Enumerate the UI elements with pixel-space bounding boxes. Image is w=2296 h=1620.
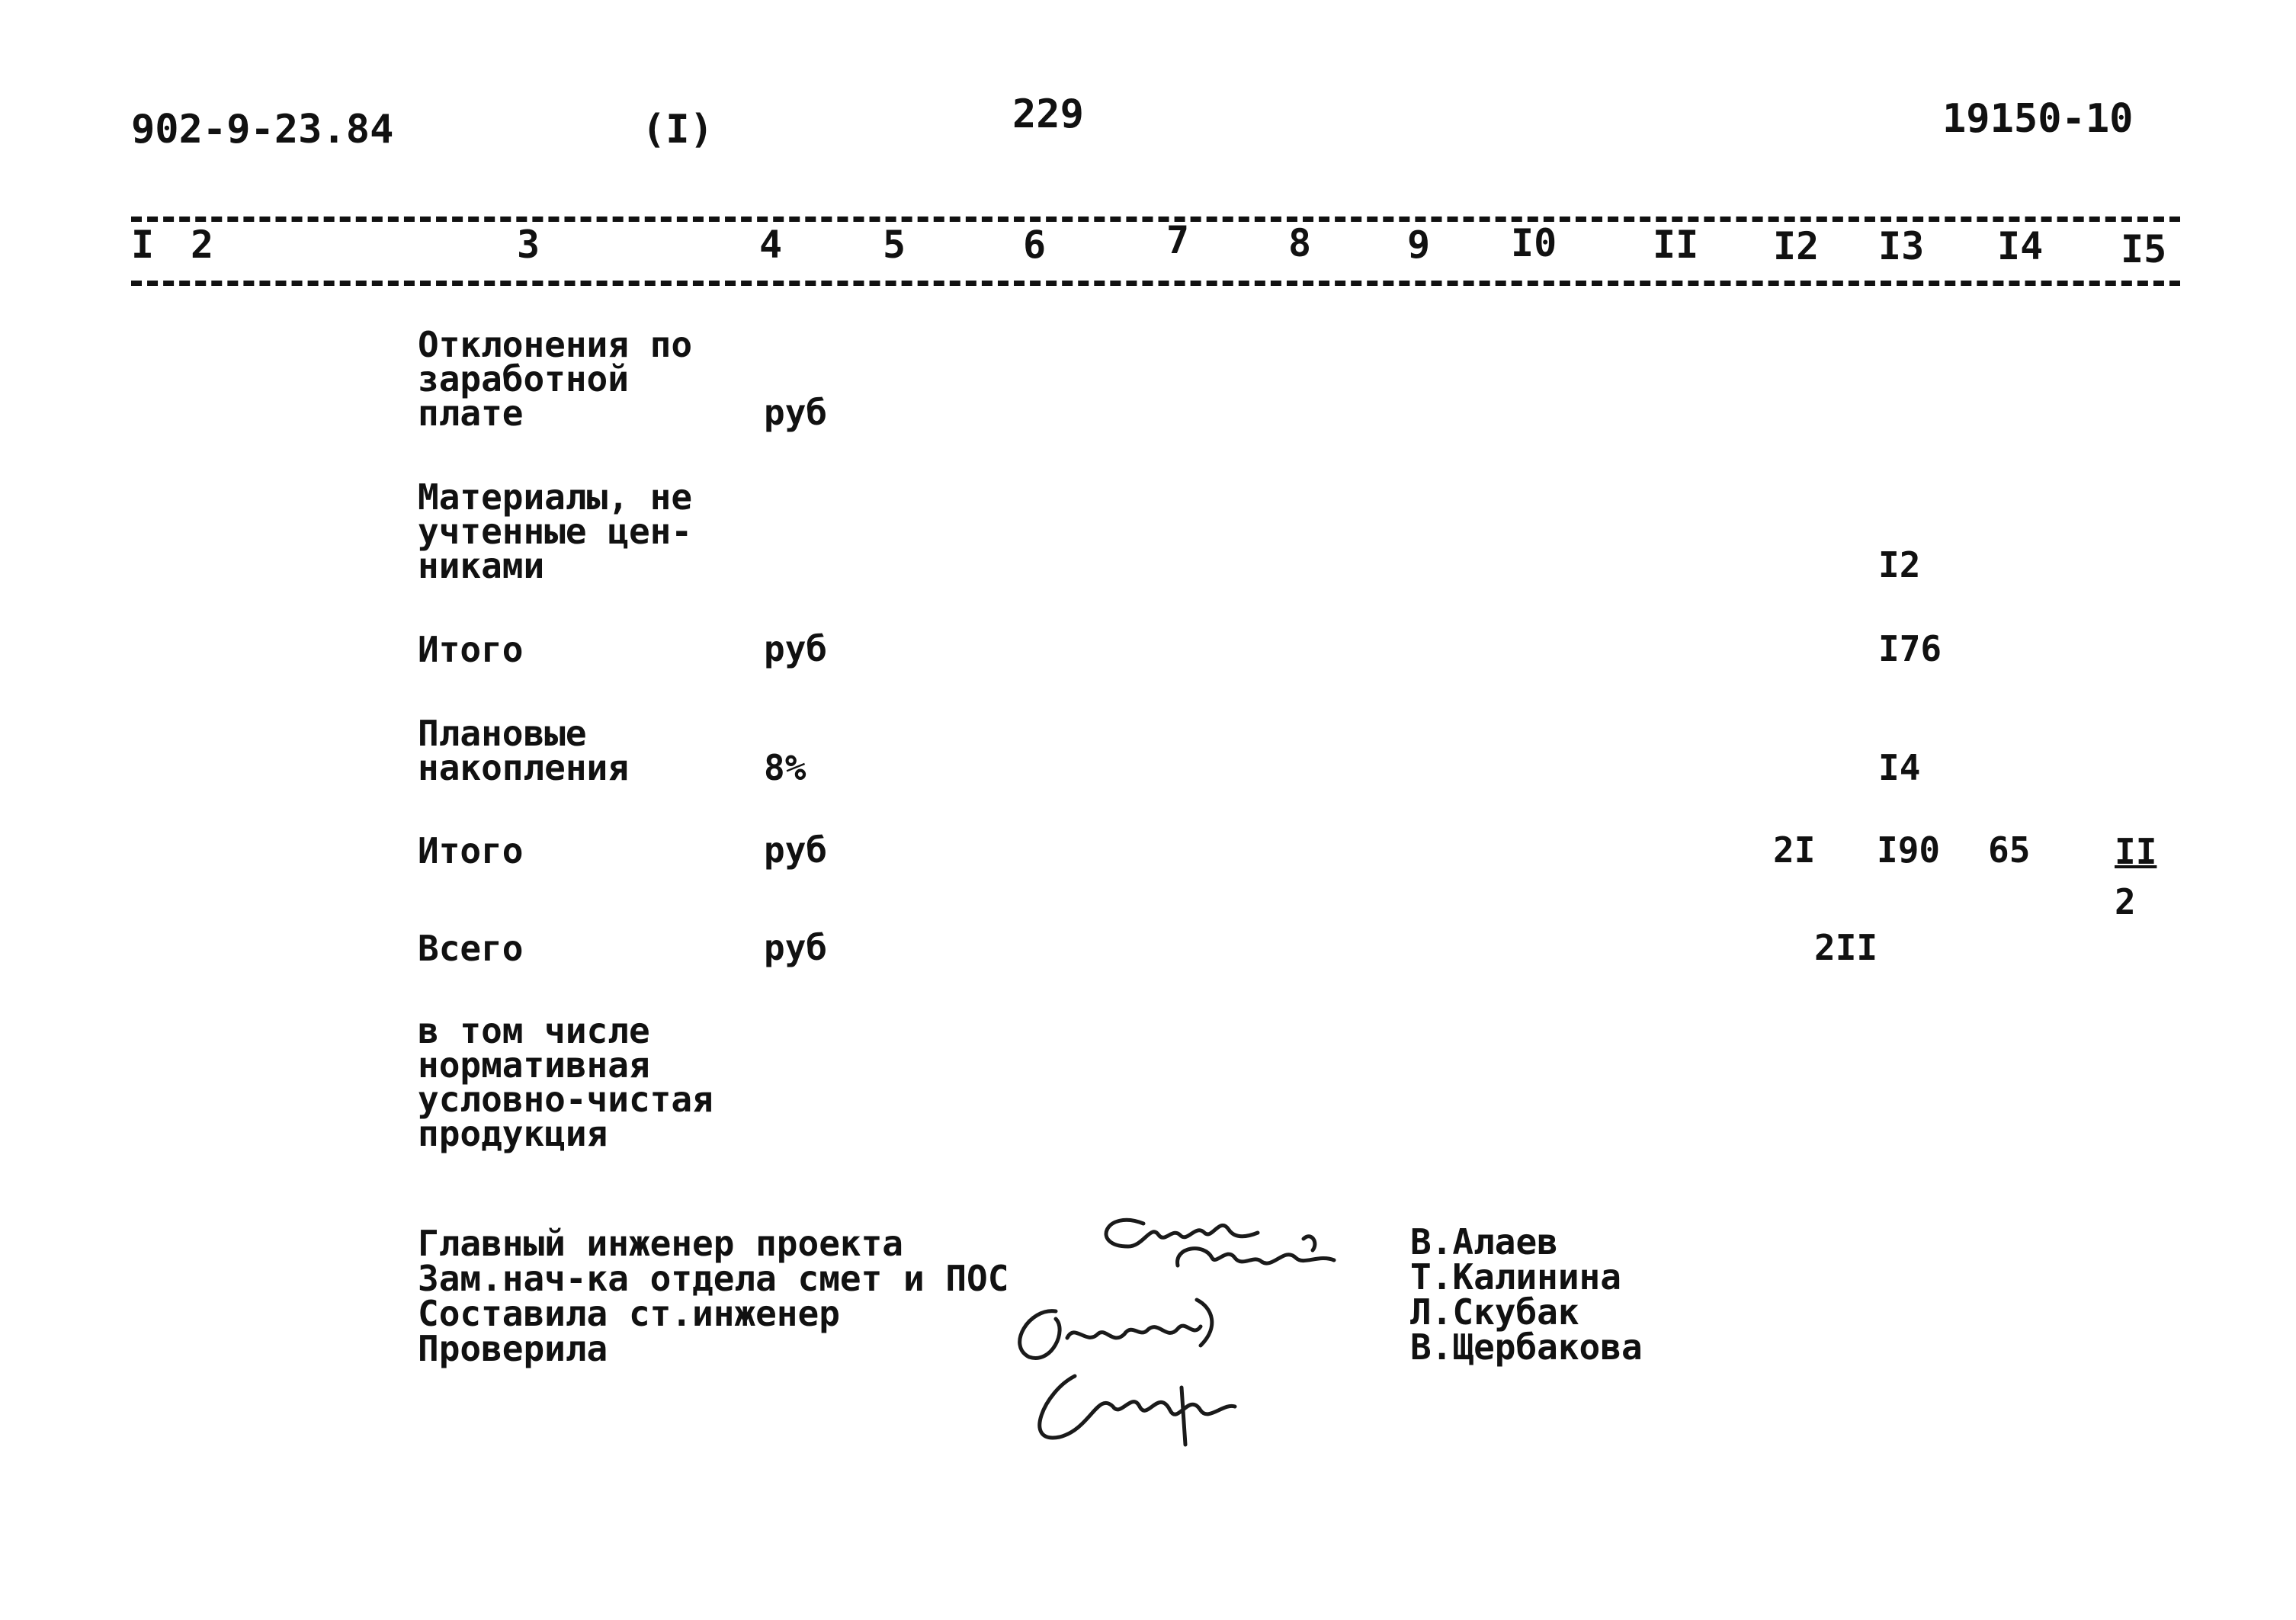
- column-number: II: [1653, 223, 1699, 267]
- row-unit: руб: [764, 392, 828, 433]
- row-unit: руб: [764, 927, 828, 968]
- row-value-col13: I4: [1878, 747, 1921, 788]
- signature-kalinina: [1178, 1237, 1334, 1266]
- column-number: 3: [517, 223, 540, 267]
- column-number: 5: [883, 223, 906, 267]
- row-unit: руб: [764, 829, 828, 871]
- signature-name: Т.Калинина: [1410, 1256, 1621, 1298]
- signature-scherbakova: [1040, 1376, 1235, 1445]
- signature-alaev: [1106, 1220, 1258, 1246]
- row-value-col13: I2: [1878, 544, 1921, 585]
- column-number: 8: [1288, 221, 1312, 265]
- handwritten-signatures: [983, 1193, 1410, 1452]
- column-number: 6: [1023, 223, 1047, 267]
- row-value-col13: I76: [1878, 628, 1942, 669]
- row-unit: 8%: [764, 747, 806, 788]
- signature-position: Зам.нач-ка отдела смет и ПОС: [418, 1258, 1009, 1299]
- column-number: 9: [1407, 223, 1431, 267]
- row-label: в том числе нормативная условно-чистая продукция: [418, 1010, 713, 1154]
- column-number: I: [131, 223, 155, 267]
- document-code: 902-9-23.84: [131, 107, 394, 152]
- signature-name: В.Алаев: [1410, 1221, 1558, 1262]
- row-value-col14: 65: [1988, 829, 2031, 871]
- table-top-rule: [131, 217, 2180, 222]
- row-label: Всего: [418, 928, 524, 969]
- column-number: I2: [1773, 224, 1820, 268]
- row-value-col15-denominator: 2: [2115, 881, 2136, 922]
- column-number: I3: [1878, 224, 1925, 268]
- page-number: 229: [1012, 91, 1084, 137]
- column-number: I4: [1997, 224, 2044, 268]
- row-label: Итого: [418, 830, 524, 871]
- signature-position: Составила ст.инженер: [418, 1293, 840, 1334]
- row-label: Итого: [418, 629, 524, 670]
- row-label: Отклонения по заработной плате: [418, 324, 693, 434]
- row-label: Материалы, не учтенные цен- никами: [418, 476, 693, 586]
- row-value-col12: 2I: [1773, 829, 1816, 871]
- column-number: 7: [1166, 218, 1190, 262]
- table-header-rule: [131, 281, 2180, 286]
- sheet-code: 19150-10: [1942, 96, 2134, 142]
- row-value-col15-numerator: II: [2115, 831, 2157, 872]
- column-number: I0: [1511, 221, 1557, 265]
- row-label: Плановые накопления: [418, 713, 629, 788]
- row-value-col13: I90: [1877, 829, 1941, 871]
- signature-position: Главный инженер проекта: [418, 1223, 903, 1264]
- row-unit: руб: [764, 628, 828, 669]
- signature-name: Л.Скубак: [1410, 1291, 1579, 1333]
- signature-skubak: [1020, 1300, 1212, 1358]
- signature-name: В.Щербакова: [1410, 1326, 1643, 1368]
- row-value-col12-13: 2II: [1814, 927, 1878, 968]
- document-part: (I): [642, 107, 713, 152]
- column-number: 4: [759, 223, 783, 267]
- signature-position: Проверила: [418, 1328, 608, 1369]
- column-number: 2: [191, 223, 214, 267]
- column-number: I5: [2121, 227, 2167, 271]
